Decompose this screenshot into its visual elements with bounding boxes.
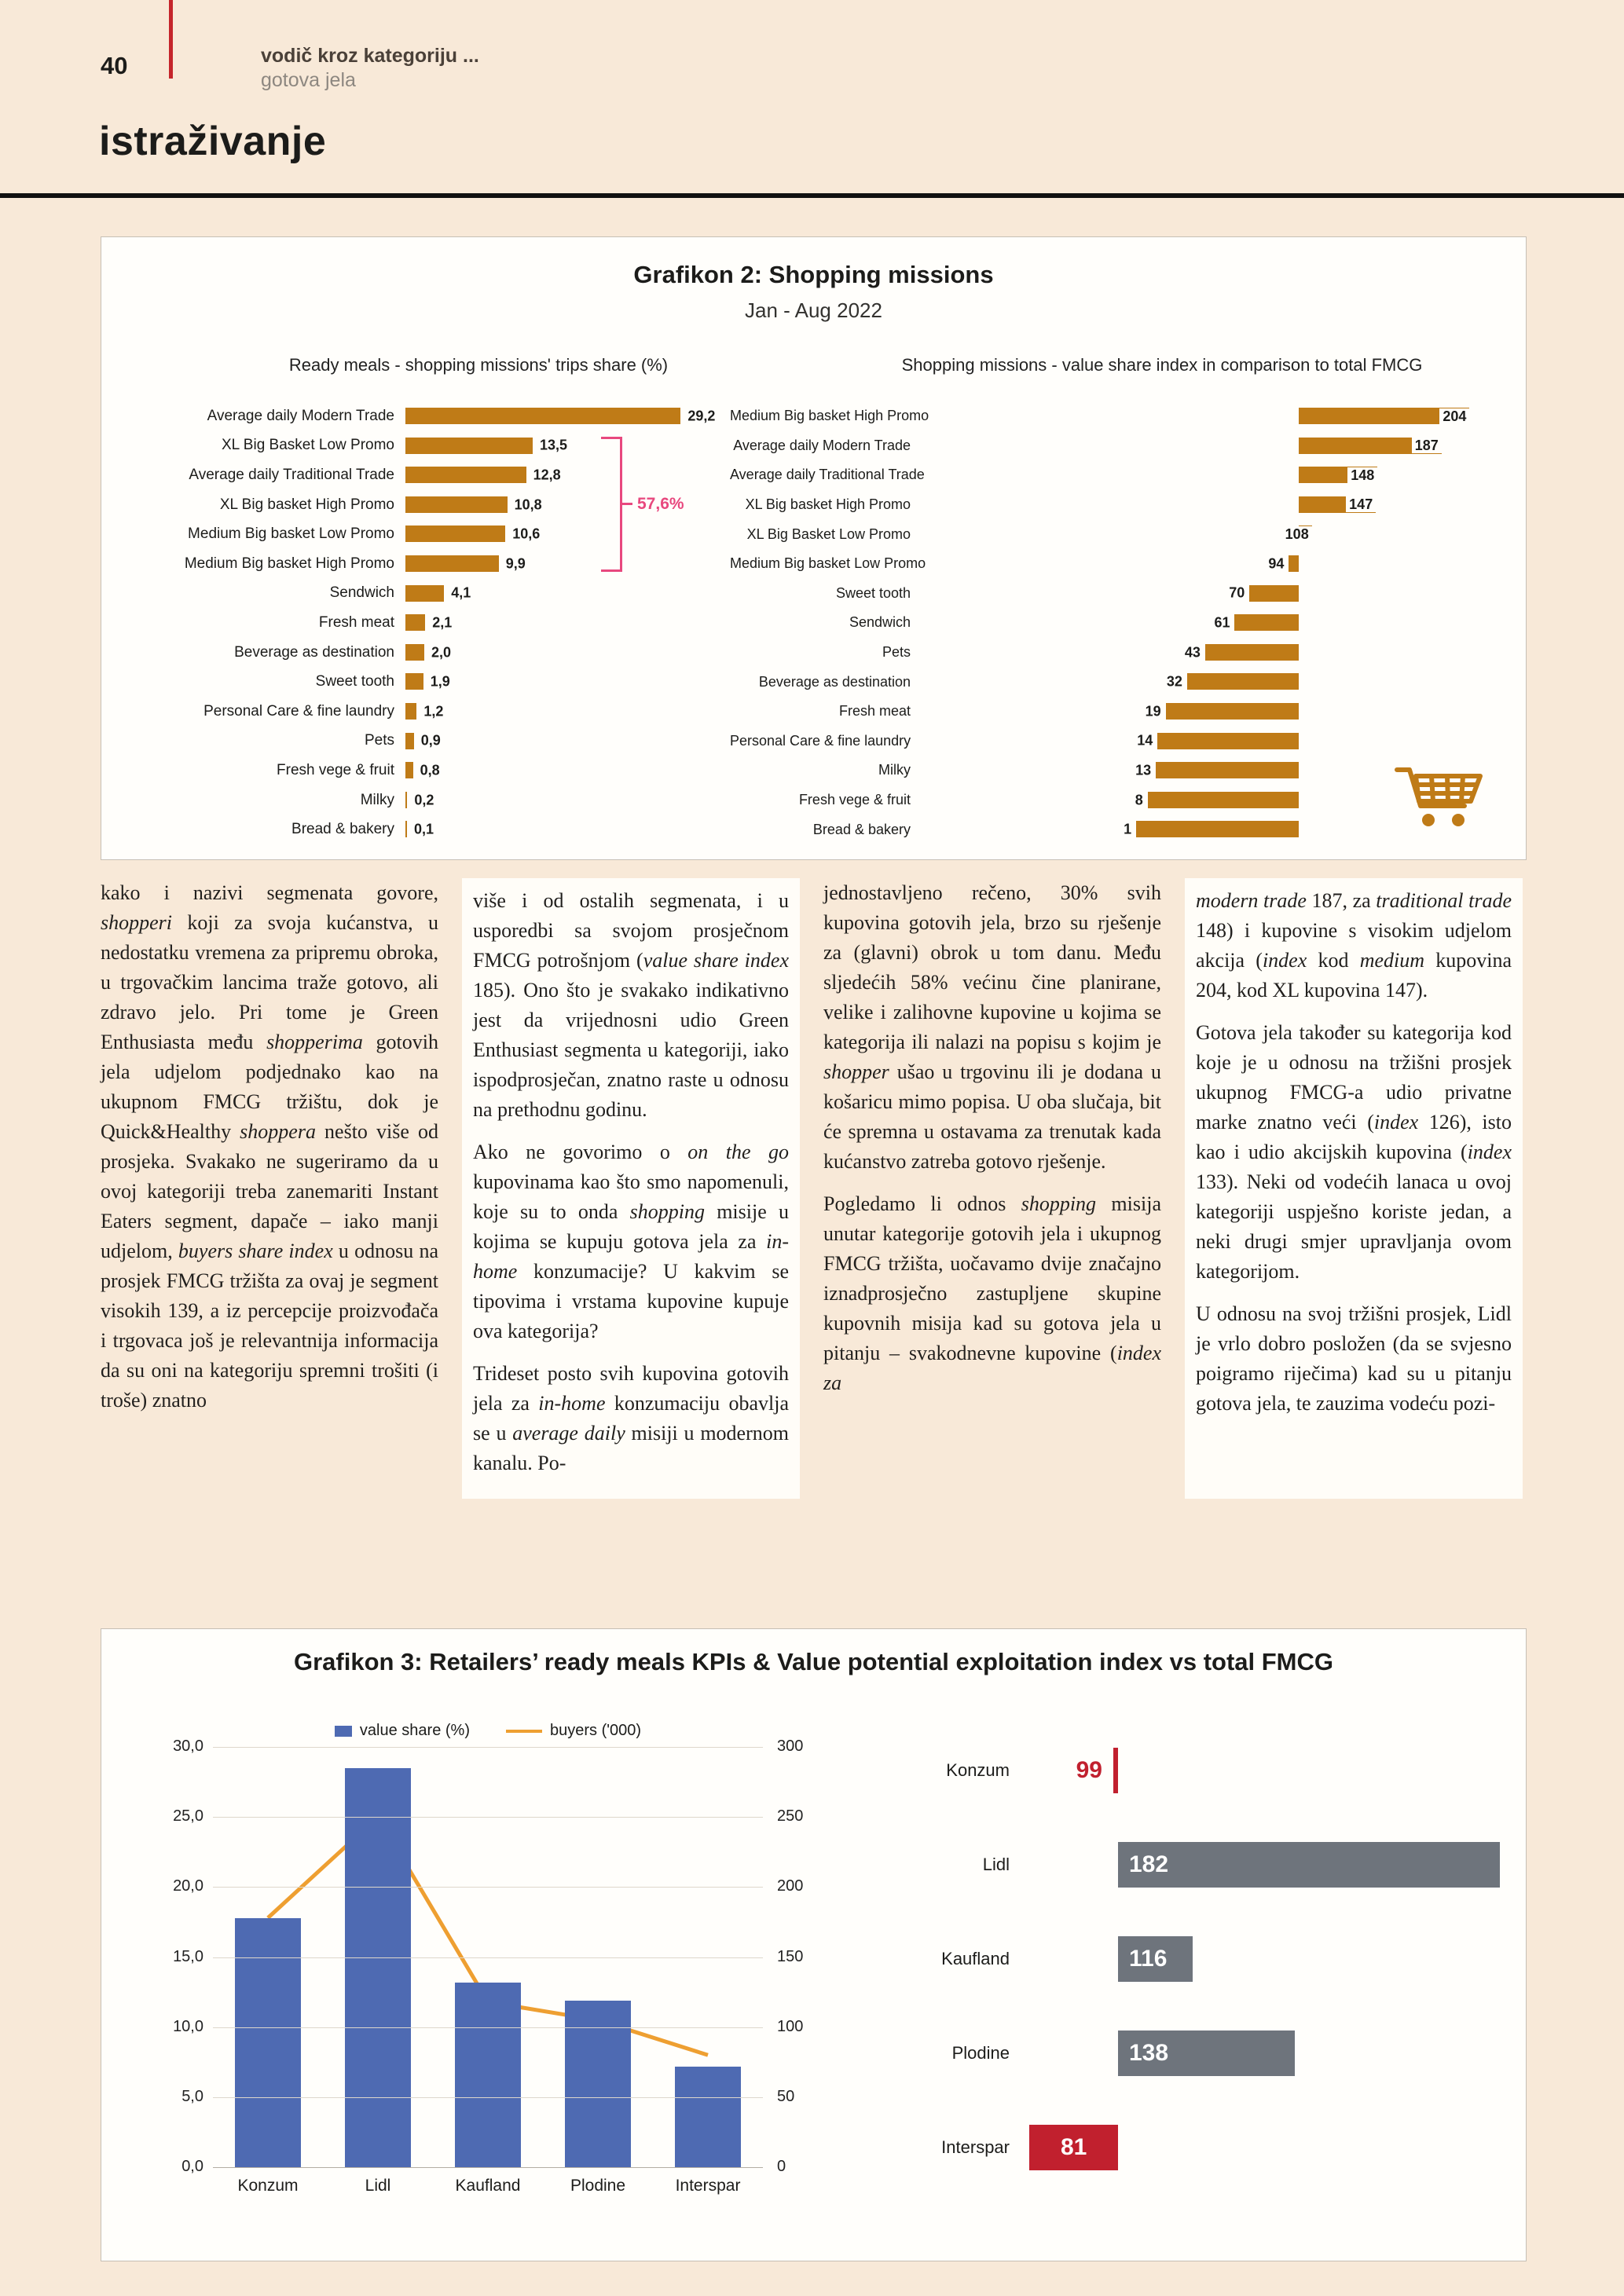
- category-label: XL Big Basket Low Promo: [746, 525, 911, 542]
- bar-track: [918, 697, 1508, 727]
- bar-value-label: 1: [1124, 821, 1132, 837]
- category-label: Average daily Modern Trade: [733, 437, 911, 453]
- bar: [405, 438, 533, 454]
- category-label: Average daily Traditional Trade: [189, 466, 394, 483]
- left-axis-tick: 15,0: [173, 1947, 203, 1965]
- bar-track: [918, 401, 1508, 431]
- bar-value-label: 19: [1145, 703, 1161, 720]
- category-label: Medium Big basket Low Promo: [188, 525, 394, 543]
- category-label: Sendwich: [849, 614, 911, 631]
- category-label: Bread & bakery: [291, 821, 394, 838]
- category-label: Sendwich: [329, 584, 394, 602]
- bar-track: [918, 549, 1508, 579]
- g2-left-row: [117, 697, 730, 727]
- kpi-row: [871, 1912, 1500, 2006]
- article-column-4: [1185, 878, 1523, 1499]
- bar-value-label: 147: [1346, 496, 1376, 512]
- category-label: Sweet tooth: [315, 673, 394, 690]
- index-bar: [1118, 1842, 1500, 1888]
- bar: [405, 644, 424, 661]
- right-axis-tick: 50: [777, 2087, 795, 2105]
- legend-label-value-share: value share (%): [359, 1722, 470, 1739]
- gridline: [213, 1957, 763, 1958]
- bar-track: [918, 638, 1508, 668]
- category-label: Fresh meat: [838, 703, 911, 720]
- x-axis-label: Interspar: [675, 2177, 741, 2195]
- bar-track: [1022, 2100, 1500, 2195]
- bar-track: [405, 727, 730, 756]
- grafikon2-left-chart-title: Ready meals - shopping missions' trips share (%): [288, 355, 669, 375]
- bar-track: [405, 431, 730, 461]
- bar: [405, 703, 416, 720]
- left-axis-tick: 0,0: [181, 2158, 203, 2175]
- bar-track: [1022, 2006, 1500, 2100]
- category-label: Pets: [364, 732, 394, 749]
- x-axis-label: Kaufland: [455, 2177, 521, 2195]
- bar-value-label: 29,2: [687, 408, 716, 424]
- legend-label-buyers: buyers ('000): [549, 1722, 642, 1739]
- index-bar: [1029, 2125, 1118, 2170]
- right-axis-tick: 100: [777, 2017, 804, 2035]
- category-label: Milky: [878, 762, 911, 778]
- left-axis-tick: 10,0: [173, 2017, 203, 2035]
- g2-left-row: [117, 727, 730, 756]
- left-axis-tick: 20,0: [173, 1877, 203, 1895]
- bar-track: [405, 401, 730, 431]
- bar-track: [405, 608, 730, 638]
- section-title: istraživanje: [99, 119, 327, 164]
- kicker-title: vodič kroz kategoriju ...: [261, 45, 479, 67]
- bar-track: [1022, 1723, 1500, 1818]
- bar-value-label: 0,1: [414, 821, 434, 837]
- right-axis-tick: 250: [777, 1807, 804, 1825]
- article-column-2: [462, 878, 800, 1499]
- g2-right-row: [730, 579, 1508, 609]
- retailer-label: Interspar: [941, 2137, 1010, 2157]
- bar: [1289, 555, 1299, 572]
- bar-track: [405, 519, 730, 549]
- value-share-bar: [675, 2067, 741, 2167]
- bar-value-label: 1,2: [423, 703, 444, 720]
- g2-left-row: [117, 667, 730, 697]
- bracket-label: 57,6%: [637, 495, 684, 513]
- bar-track: [918, 667, 1508, 697]
- bar: [1234, 614, 1299, 631]
- grafikon3-legend: [213, 1722, 763, 1740]
- g2-right-row: [730, 549, 1508, 579]
- retailer-label: Kaufland: [941, 1949, 1010, 1968]
- category-label: Medium Big basket High Promo: [184, 555, 394, 572]
- left-axis-tick: 25,0: [173, 1807, 203, 1825]
- page-number: 40: [101, 52, 128, 79]
- category-label: Medium Big basket Low Promo: [730, 555, 926, 572]
- right-axis-tick: 200: [777, 1877, 804, 1895]
- bar: [1156, 762, 1299, 778]
- bar-series-swatch: [335, 1726, 352, 1737]
- bar-value-label: 2,1: [432, 614, 453, 631]
- bar-value-label: 10,6: [512, 525, 541, 542]
- bar-value-label: 0,8: [420, 762, 440, 778]
- kpi-row: [871, 2100, 1500, 2195]
- bar-track: [918, 490, 1508, 520]
- g2-left-row: [117, 785, 730, 815]
- bar: [405, 408, 680, 424]
- article-paragraph: U odnosu na svoj tržišni prosjek, Lidl je vrlo dobro posložen (da se svjesno poigramo riječima) kad su u pitanju gotova jela, te zauzima vodeću pozi-: [1196, 1302, 1512, 1415]
- category-label: Average daily Modern Trade: [207, 407, 394, 424]
- bar: [405, 762, 413, 778]
- bar: [405, 555, 499, 572]
- shopping-cart-icon: [1392, 760, 1487, 836]
- bar: [405, 821, 407, 837]
- g2-left-row: [117, 401, 730, 431]
- gridline: [213, 1817, 763, 1818]
- category-label: XL Big Basket Low Promo: [221, 437, 394, 454]
- bar-value-label: 94: [1268, 555, 1285, 572]
- bar-value-label: 13,5: [540, 437, 568, 453]
- g2-right-row: [730, 785, 1508, 815]
- g2-right-row: [730, 756, 1508, 785]
- grafikon3-panel: [101, 1628, 1527, 2261]
- bar: [1299, 496, 1376, 513]
- kicker: [261, 44, 479, 93]
- g2-right-row: [730, 519, 1508, 549]
- article-body: [101, 878, 1525, 1499]
- category-label: Beverage as destination: [758, 673, 911, 690]
- category-label: Beverage as destination: [234, 643, 394, 661]
- g2-left-row: [117, 519, 730, 549]
- grafikon2-right-chart-title: Shopping missions - value share index in comparison to total FMCG: [901, 355, 1423, 375]
- article-column-3: [823, 878, 1161, 1499]
- article-paragraph: jednostavljeno rečeno, 30% svih kupovina gotovih jela, brzo su rješenje za (glavni) obrok u tom danu. Među sljedećih 58% većinu čine planirane, velike i zalihovne kupovine u kojima se kategorija ili nalazi na popisu s kojim je shopper ušao u trgovinu ili je dodana u košaricu mimo popisa. U oba slučaja, bit će spremna u ostavama za trenutak kada kućanstvo zatreba gotovo rješenje.: [823, 881, 1161, 1173]
- category-label: Average daily Traditional Trade: [730, 467, 925, 483]
- g2-left-row: [117, 431, 730, 461]
- grafikon2-right-chart: [730, 401, 1508, 844]
- g2-left-row: [117, 460, 730, 490]
- bar: [1187, 673, 1299, 690]
- bar: [1166, 703, 1299, 720]
- bar-track: [918, 579, 1508, 609]
- article-paragraph: kako i nazivi segmenata govore, shopperi koji za svoja kućanstva, u nedostatku vremena za pripremu obroka, u trgovačkim lancima traže gotovo, ali zdravo jelo. Pri tome je Green Enthusiasta među shopperima gotovih jela udjelom podjednako kao na ukupnom FMCG tržištu, dok je Quick&Healthy shoppera nešto više od prosjeka. Svakako ne sugeriramo da u ovoj kategoriji treba zanemariti Instant Eaters segment, dapače – iako manji udjelom, buyers share index u odnosu na prosjek FMCG tržišta za ovaj je segment visokih 139, a iz percepcije proizvođača i trgovaca još je relevantnija informacija da su oni na kategoriju spremni trošiti (i troše) znatno: [101, 881, 438, 1412]
- kpi-row: [871, 1818, 1500, 1912]
- bar: [1249, 585, 1299, 602]
- bar: [405, 467, 526, 483]
- bar-value-label: 182: [1129, 1851, 1169, 1877]
- g2-left-row: [117, 608, 730, 638]
- bar: [1136, 821, 1299, 837]
- gridline: [213, 1747, 763, 1748]
- bar: [1157, 733, 1299, 749]
- g2-left-row: [117, 579, 730, 609]
- bar-track: [405, 667, 730, 697]
- category-label: Personal Care & fine laundry: [203, 702, 394, 720]
- bar: [1285, 525, 1312, 542]
- index-bar: [1113, 1748, 1118, 1793]
- g2-right-row: [730, 697, 1508, 727]
- gridline: [213, 2027, 763, 2028]
- article-column-1: [101, 878, 438, 1499]
- line-series-swatch: [506, 1730, 542, 1733]
- value-share-bar: [455, 1983, 521, 2167]
- g2-right-row: [730, 431, 1508, 461]
- category-label: XL Big basket High Promo: [745, 496, 911, 513]
- article-paragraph: Trideset posto svih kupovina gotovih jela za in-home konzumaciju obavlja se u average daily misiji u modernom kanalu. Po-: [473, 1362, 789, 1474]
- bar-value-label: 4,1: [451, 584, 471, 601]
- gridline: [213, 1887, 763, 1888]
- category-label: Bread & bakery: [812, 821, 911, 837]
- bar-track: [405, 815, 730, 844]
- category-label: Personal Care & fine laundry: [730, 732, 911, 749]
- bar-value-label: 138: [1129, 2040, 1169, 2066]
- bar-track: [918, 519, 1508, 549]
- category-label: Fresh vege & fruit: [277, 761, 394, 778]
- bar: [405, 673, 423, 690]
- legend-item-value-share: [335, 1722, 470, 1740]
- bar-track: [918, 431, 1508, 461]
- bar: [405, 585, 444, 602]
- right-axis-tick: 150: [777, 1947, 804, 1965]
- article-paragraph: Pogledamo li odnos shopping misija unutar kategorije gotovih jela i ukupnog FMCG tržišta, uočavamo dvije značajno iznadprosječno zastupljene skupine kupovnih misija kad su gotova jela u pitanju – svakodnevne kupovine (index za: [823, 1192, 1161, 1394]
- g2-right-row: [730, 727, 1508, 756]
- bar-track: [1022, 1818, 1500, 1912]
- kpi-row: [871, 1723, 1500, 1818]
- bar-track: [405, 638, 730, 668]
- g2-right-row: [730, 638, 1508, 668]
- g2-left-row: [117, 638, 730, 668]
- bar-value-label: 148: [1347, 467, 1377, 483]
- bar: [405, 733, 414, 749]
- index-bar: [1118, 2031, 1295, 2076]
- gridline: [213, 2167, 763, 2168]
- bar-value-label: 14: [1137, 732, 1153, 749]
- article-paragraph: više i od ostalih segmenata, i u usporedbi sa svojom prosječnom FMCG potrošnjom (value share index 185). Ono što je svakako indikativno jest da vrijednosni udio Green Enthusiast segmenta u kategoriji, iako ispodprosječan, znatno raste u odnosu na prethodnu godinu.: [473, 889, 789, 1121]
- category-label: XL Big basket High Promo: [219, 496, 394, 513]
- bar-track: [405, 460, 730, 490]
- g2-right-row: [730, 815, 1508, 844]
- bar-value-label: 99: [1076, 1757, 1102, 1783]
- g2-left-row: [117, 549, 730, 579]
- header-accent-rule: [169, 0, 173, 79]
- bar-value-label: 8: [1135, 792, 1143, 808]
- g2-right-row: [730, 460, 1508, 490]
- section-divider-rule: [0, 193, 1624, 198]
- bar: [1205, 644, 1299, 661]
- right-axis-tick: 0: [777, 2158, 786, 2175]
- grafikon3-title: Grafikon 3: Retailers’ ready meals KPIs & Value potential exploitation index vs total FMCG: [293, 1648, 1334, 1675]
- bar-track: [405, 697, 730, 727]
- gridline: [213, 2097, 763, 2098]
- bar: [1148, 792, 1299, 808]
- bar: [405, 525, 505, 542]
- bar-track: [918, 460, 1508, 490]
- value-share-bar: [345, 1768, 411, 2167]
- bar-track: [1022, 1912, 1500, 2006]
- bar-value-label: 0,2: [414, 792, 434, 808]
- bar-value-label: 2,0: [431, 644, 452, 661]
- grafikon2-title: Grafikon 2: Shopping missions: [633, 261, 994, 288]
- bar-track: [405, 785, 730, 815]
- bar-track: [405, 756, 730, 785]
- bar-value-label: 10,8: [514, 496, 542, 513]
- bar: [1299, 438, 1442, 454]
- x-axis-label: Lidl: [365, 2177, 391, 2195]
- grafikon2-subtitle: Jan - Aug 2022: [745, 298, 882, 322]
- bar-track: [918, 727, 1508, 756]
- bar: [405, 792, 407, 808]
- bar: [405, 614, 425, 631]
- category-label: Pets: [882, 644, 911, 661]
- bar-value-label: 32: [1166, 673, 1182, 690]
- category-label: Sweet tooth: [835, 584, 911, 601]
- bar-value-label: 204: [1439, 408, 1469, 424]
- value-share-bar: [565, 2001, 631, 2167]
- bar-value-label: 0,9: [420, 732, 441, 749]
- right-axis-tick: 300: [777, 1738, 804, 1755]
- bar-track: [405, 579, 730, 609]
- bar-value-label: 61: [1214, 614, 1230, 631]
- retailer-label: Lidl: [982, 1855, 1010, 1874]
- left-axis-tick: 30,0: [173, 1738, 203, 1755]
- left-axis-tick: 5,0: [181, 2087, 203, 2105]
- index-bar: [1118, 1936, 1193, 1982]
- category-label: Milky: [360, 791, 394, 808]
- bar-track: [405, 490, 730, 520]
- bar-value-label: 81: [1060, 2134, 1087, 2160]
- bar: [1299, 467, 1377, 483]
- category-label: Fresh meat: [318, 613, 394, 631]
- g2-left-row: [117, 815, 730, 844]
- bar-track: [405, 549, 730, 579]
- bar-value-label: 70: [1229, 584, 1245, 601]
- g2-right-row: [730, 667, 1508, 697]
- kpi-row: [871, 2006, 1500, 2100]
- bar-value-label: 43: [1184, 644, 1201, 661]
- kicker-subtitle: gotova jela: [261, 69, 356, 91]
- x-axis-label: Konzum: [237, 2177, 299, 2195]
- bar-value-label: 13: [1135, 762, 1152, 778]
- bar-value-label: 187: [1412, 438, 1442, 453]
- bar: [405, 496, 508, 513]
- grafikon3-index-chart: [871, 1723, 1500, 2195]
- bar-value-label: 108: [1282, 526, 1312, 542]
- bar-value-label: 116: [1129, 1946, 1168, 1972]
- bar-track: [918, 608, 1508, 638]
- g2-left-row: [117, 490, 730, 520]
- g2-left-row: [117, 756, 730, 785]
- grafikon2-panel: [101, 236, 1527, 860]
- category-label: Fresh vege & fruit: [798, 792, 911, 808]
- bar-value-label: 9,9: [505, 555, 526, 572]
- bar: [1299, 408, 1469, 424]
- article-paragraph: Gotova jela također su kategorija kod koje je u odnosu na tržišni prosjek ukupnog FMCG-a udio privatne marke znatno veći (index 126), isto kao i udio akcijskih kupovina (index 133). Neki od vodećih lanaca u ovoj kategoriji uspješno koriste jedan, a neki drugi smjer upravljanja ovom kategorijom.: [1196, 1021, 1512, 1283]
- article-paragraph: modern trade 187, za traditional trade 148) i kupovine s visokim udjelom akcija (index kod medium kupovina 204, kod XL kupovina 147).: [1196, 889, 1512, 1002]
- retailer-label: Konzum: [946, 1760, 1010, 1780]
- bar-value-label: 1,9: [430, 673, 450, 690]
- g2-right-row: [730, 608, 1508, 638]
- category-label: Medium Big basket High Promo: [730, 408, 929, 424]
- g2-right-row: [730, 490, 1508, 520]
- x-axis-label: Plodine: [570, 2177, 626, 2195]
- bar-value-label: 12,8: [533, 467, 561, 483]
- grafikon2-left-chart: [117, 401, 730, 844]
- value-share-bar: [235, 1918, 301, 2167]
- legend-item-buyers: [506, 1722, 641, 1740]
- retailer-label: Plodine: [951, 2043, 1010, 2063]
- article-paragraph: Ako ne govorimo o on the go kupovinama kao što smo napomenuli, koje su to onda shopping misije u kojima se kupuju gotova jela za in-home konzumacije? U kakvim se tipovima i vrstama kupovine kupuje ova kategorija?: [473, 1141, 789, 1342]
- g2-right-row: [730, 401, 1508, 431]
